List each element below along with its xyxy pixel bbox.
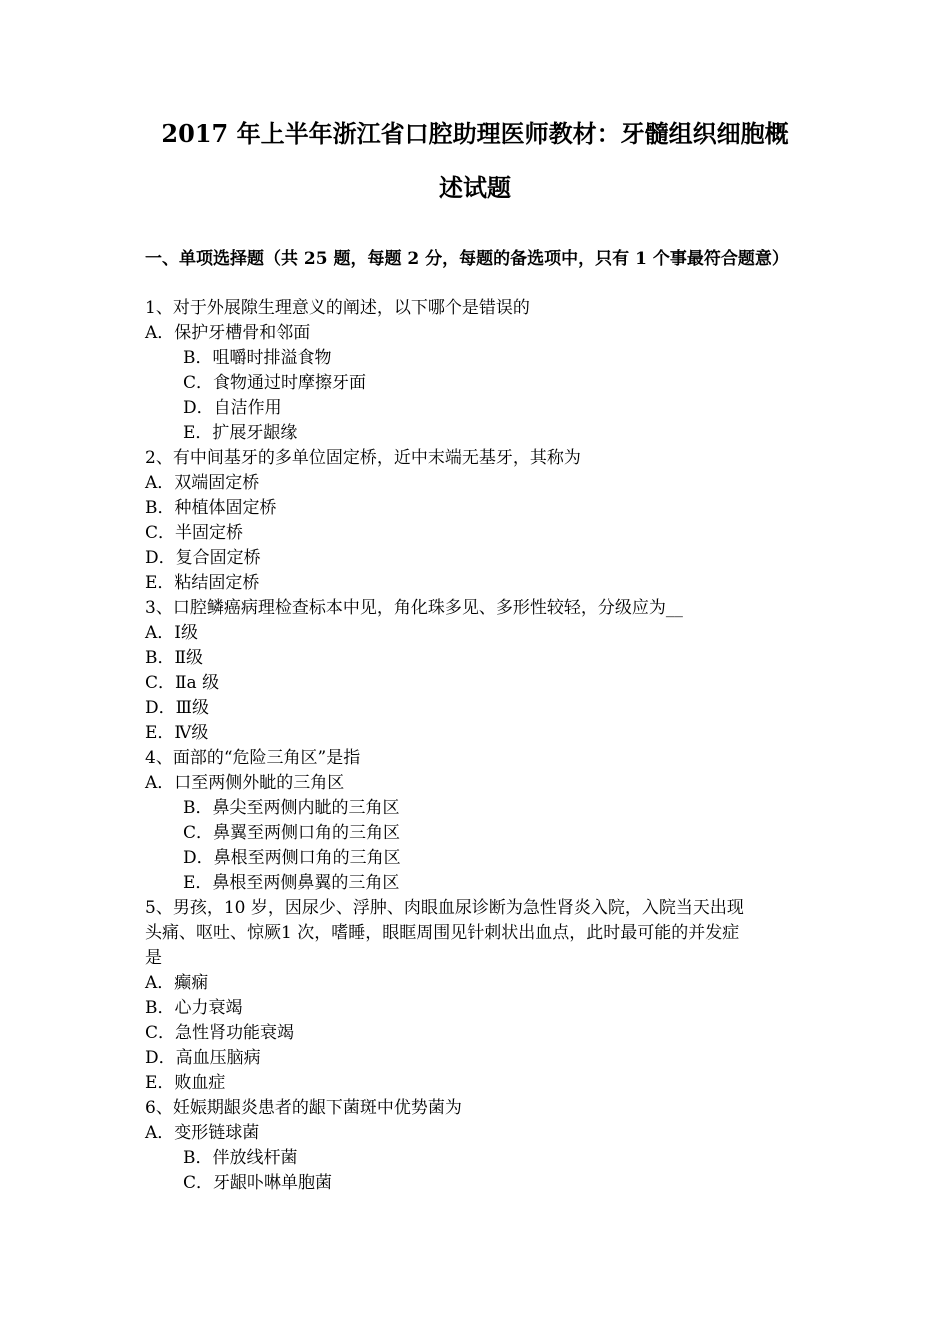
question-2-option-e: E．粘结固定桥 (145, 573, 260, 593)
question-4-option-b: B．鼻尖至两侧内眦的三角区 (183, 798, 400, 818)
question-6-option-a: A．变形链球菌 (145, 1123, 260, 1143)
section-header: 一、单项选择题（共 25 题，每题 2 分，每题的备选项中，只有 1 个事最符合题意） (145, 249, 789, 269)
question-2-stem: 2、有中间基牙的多单位固定桥，近中末端无基牙，其称为 (145, 448, 581, 468)
question-5-stem-line-3: 是 (145, 948, 162, 968)
question-4-option-d: D．鼻根至两侧口角的三角区 (183, 848, 401, 868)
question-5-option-d: D．高血压脑病 (145, 1048, 261, 1068)
question-5-option-b: B．心力衰竭 (145, 998, 243, 1018)
question-1-option-c: C．食物通过时摩擦牙面 (183, 373, 367, 393)
question-2-option-c: C．半固定桥 (145, 523, 244, 543)
question-4-option-c: C．鼻翼至两侧口角的三角区 (183, 823, 401, 843)
question-4-stem: 4、面部的“危险三角区”是指 (145, 748, 361, 768)
question-3-stem: 3、口腔鳞癌病理检查标本中见，角化珠多见、多形性较轻，分级应为__ (145, 598, 683, 618)
question-5-option-c: C．急性肾功能衰竭 (145, 1023, 295, 1043)
question-5-option-e: E．败血症 (145, 1073, 226, 1093)
question-6-option-b: B．伴放线杆菌 (183, 1148, 298, 1168)
question-3-option-d: D．Ⅲ级 (145, 698, 210, 718)
question-6-option-c: C．牙龈卟啉单胞菌 (183, 1173, 333, 1193)
question-5-option-a: A．癫痫 (145, 973, 209, 993)
document-title-line-1: 2017 年上半年浙江省口腔助理医师教材：牙髓组织细胞概 (161, 119, 789, 148)
question-1-option-e: E．扩展牙龈缘 (183, 423, 298, 443)
question-1-stem: 1、对于外展隙生理意义的阐述，以下哪个是错误的 (145, 298, 530, 318)
question-list (145, 296, 815, 1196)
question-5-stem-line-1: 5、男孩，10 岁，因尿少、浮肿、肉眼血尿诊断为急性肾炎入院，入院当天出现 (145, 898, 744, 918)
question-2-option-a: A．双端固定桥 (145, 473, 260, 493)
question-1-option-d: D．自洁作用 (183, 398, 282, 418)
question-1-option-b: B．咀嚼时排溢食物 (183, 348, 332, 368)
question-4-option-e: E．鼻根至两侧鼻翼的三角区 (183, 873, 400, 893)
question-3-option-e: E．Ⅳ级 (145, 723, 209, 743)
question-5-stem-line-2: 头痛、呕吐、惊厥1 次，嗜睡，眼眶周围见针刺状出血点，此时最可能的并发症 (145, 923, 740, 943)
question-4-option-a: A．口至两侧外眦的三角区 (145, 773, 345, 793)
question-3-option-a: A．Ⅰ级 (145, 623, 198, 643)
question-2-option-d: D．复合固定桥 (145, 548, 261, 568)
question-3-option-b: B．Ⅱ级 (145, 648, 204, 668)
document-title-line-2: 述试题 (439, 173, 511, 202)
question-6-stem: 6、妊娠期龈炎患者的龈下菌斑中优势菌为 (145, 1098, 462, 1118)
question-3-option-c: C．Ⅱa 级 (145, 673, 220, 693)
question-2-option-b: B．种植体固定桥 (145, 498, 277, 518)
question-1-option-a: A．保护牙槽骨和邻面 (145, 323, 311, 343)
